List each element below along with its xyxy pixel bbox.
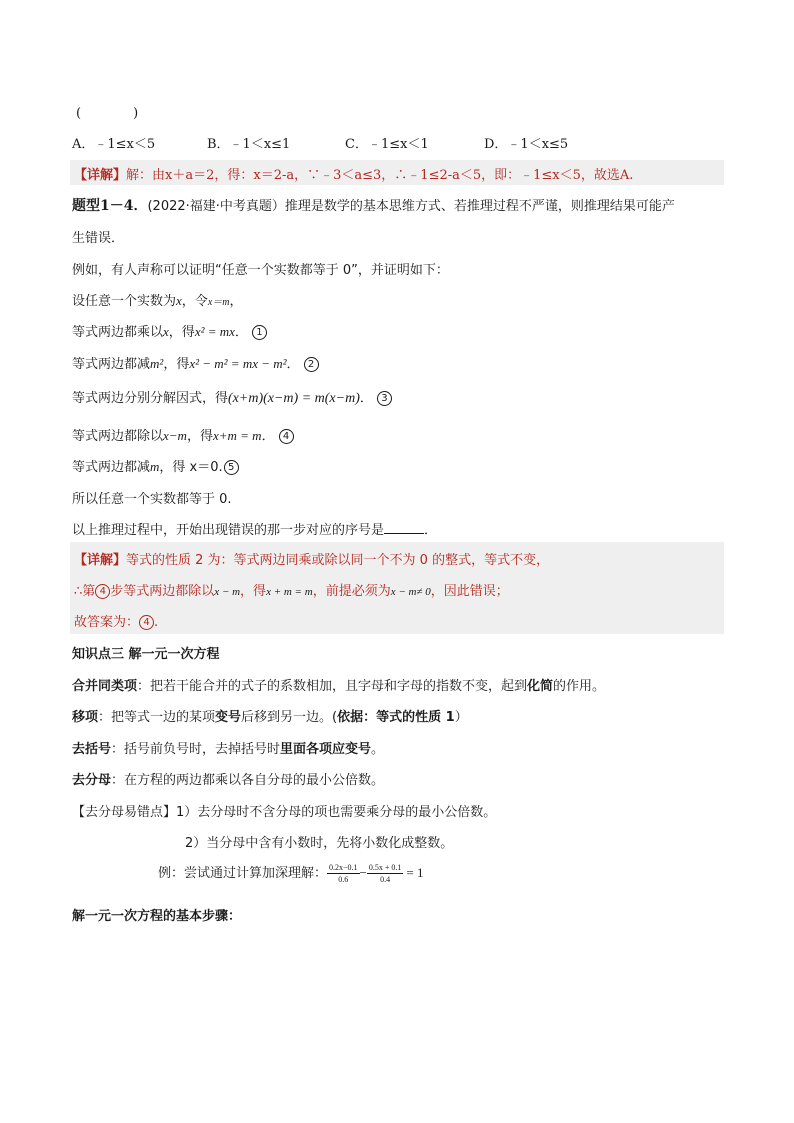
move-line: [72, 706, 468, 725]
pitfall-2: 2）当分母中含有小数时，先将小数化成整数。: [185, 836, 454, 851]
question-text: 以上推理过程中，开始出现错误的那一步对应的序号是: [72, 523, 385, 538]
detail2-l2-a: ∴第: [74, 584, 96, 599]
step1-text-c: ．: [234, 325, 248, 340]
detail2-text1: 等式的性质 2 为：等式两边同乘或除以同一个不为 0 的整式，等式不变，: [126, 553, 550, 568]
problem-label: 题型1－4．: [72, 198, 148, 214]
problem-text1: (2022·福建·中考真题）推理是数学的基本思维方式、若推理过程不严谨，则推理结果可能产: [147, 199, 675, 214]
step0-text-c: ，: [229, 294, 243, 309]
detail2-l2-b: 步等式两边都除以: [110, 584, 215, 599]
step5-text-b: ，得 x＝0.: [159, 460, 223, 475]
step-4: [72, 425, 294, 444]
move-text-b: 后移到另一边。(: [241, 710, 338, 725]
move-text-a: ：把等式一边的某项: [98, 710, 216, 725]
detail2-line2: [74, 580, 509, 599]
merge-bold: 化简: [527, 679, 554, 694]
merge-line: [72, 675, 605, 694]
detail2-l2-d: ，前提必须为: [312, 584, 391, 599]
circled-number-4: 4: [95, 584, 110, 599]
bracket-text-a: ：括号前负号时，去掉括号时: [111, 742, 281, 757]
detail2-line1: [74, 549, 549, 568]
merge-text-a: ：把若干能合并的式子的系数相加，且字母和字母的指数不变，起到: [137, 679, 528, 694]
fraction-1-denominator: 0.6: [338, 875, 349, 884]
step-2: [72, 353, 319, 372]
example-label: 例：尝试通过计算加深理解：: [158, 866, 328, 881]
bracket-term: 去括号: [72, 742, 112, 757]
step0-var: x: [176, 293, 182, 308]
step3-text-c: ．: [359, 391, 373, 406]
fraction-2-denominator: 0.4: [380, 875, 391, 884]
move-bold2: 依据：等式的性质 1: [337, 710, 455, 725]
option-a: A．﹣1≤x＜5: [72, 137, 156, 152]
step1-text-a: 等式两边都乘以: [72, 325, 164, 340]
step0-text-b: ，令: [181, 294, 208, 309]
question: [72, 519, 437, 538]
problem-line1: [72, 195, 675, 215]
problem-intro: 例如，有人声称可以证明“任意一个实数都等于 0”，并证明如下：: [72, 263, 449, 278]
step1-text-b: ，得: [168, 325, 195, 340]
step5-text-a: 等式两边都减: [72, 460, 151, 475]
detail2-tag: 【详解】: [74, 553, 127, 568]
equals-one: = 1: [406, 865, 424, 880]
step2-text-c: ．: [286, 357, 300, 372]
conclusion: 所以任意一个实数都等于 0.: [72, 492, 232, 507]
option-b: B．﹣1＜x≤1: [207, 137, 291, 152]
merge-text-b: 的作用。: [553, 679, 606, 694]
detail2-l3-a: 故答案为：: [74, 615, 140, 630]
step2-text-b: ，得: [163, 357, 190, 372]
bracket-bold: 里面各项应变号: [280, 742, 372, 757]
question-end: ．: [424, 523, 438, 538]
circled-number-4: 4: [279, 429, 294, 444]
circled-number-2: 2: [304, 357, 319, 372]
merge-term: 合并同类项: [72, 679, 138, 694]
detail1-tag: 【详解】: [74, 168, 127, 183]
circled-number-1: 1: [252, 325, 267, 340]
circled-number-3: 3: [377, 391, 392, 406]
step4-text-a: 等式两边都除以: [72, 429, 164, 444]
detail2-l2-c: ，得: [240, 584, 267, 599]
section-title: 知识点三 解一元一次方程: [72, 647, 220, 662]
fraction-2: [367, 862, 404, 885]
answer-paren: ( ): [76, 106, 139, 121]
step4-eq: x+m = m: [212, 428, 262, 443]
option-c: C．﹣1≤x＜1: [345, 137, 429, 152]
detail2-l3-b: .: [154, 615, 159, 630]
circled-number-5: 5: [224, 460, 239, 475]
step3-text-a: 等式两边分别分解因式，得: [72, 391, 229, 406]
fraction-1: [327, 862, 360, 885]
denom-text: ：在方程的两边都乘以各自分母的最小公倍数。: [111, 773, 385, 788]
bracket-line: [72, 738, 384, 757]
step-5: [72, 456, 239, 475]
denom-line: [72, 769, 384, 788]
step-0: [72, 290, 243, 309]
step0-eq: x＝m: [207, 297, 230, 308]
step-1: [72, 321, 267, 340]
detail2-l2-e: ，因此错误；: [430, 584, 509, 599]
problem-line2: 生错误．: [72, 231, 125, 246]
step4-text-c: ．: [261, 429, 275, 444]
detail2-l2-eq: x + m = m: [266, 586, 313, 598]
step4-var: x−m: [163, 428, 187, 443]
step1-var: x: [163, 324, 169, 339]
move-term: 移项: [72, 710, 99, 725]
step3-eq: (x+m)(x−m) = m(x−m): [228, 391, 360, 406]
step2-var: m²: [150, 356, 164, 371]
pitfall-line1: [72, 801, 496, 820]
answer-blank[interactable]: [384, 521, 424, 534]
steps-title: 解一元一次方程的基本步骤：: [72, 909, 242, 924]
move-text-c: ）: [454, 710, 468, 725]
denom-term: 去分母: [72, 773, 112, 788]
example-line: [158, 858, 423, 889]
detail2-l2-cond: x − m≠ 0: [390, 586, 431, 598]
pitfall-1: 1）去分母时不含分母的项也需要乘分母的最小公倍数。: [176, 805, 497, 820]
detail1-line: [74, 164, 633, 183]
step5-var: m: [150, 459, 160, 474]
step2-eq: x² − m² = mx − m²: [189, 356, 287, 371]
fraction-1-numerator: 0.2x−0.1: [329, 863, 358, 872]
step2-text-a: 等式两边都减: [72, 357, 151, 372]
minus-sign: −: [359, 865, 367, 880]
detail1-text: 解：由x＋a＝2，得：x＝2-a，∵﹣3＜a≤3，∴﹣1≤2-a＜5，即：﹣1≤x＜5，故选A.: [126, 168, 634, 183]
detail2-line3: [74, 611, 158, 630]
circled-number-4: 4: [139, 615, 154, 630]
step0-text-a: 设任意一个实数为: [72, 294, 177, 309]
step-3: [72, 387, 392, 407]
step4-text-b: ，得: [186, 429, 213, 444]
step1-eq: x² = mx: [194, 324, 235, 339]
bracket-text-b: 。: [371, 742, 385, 757]
pitfall-label: 【去分母易错点】: [72, 805, 177, 820]
option-d: D．﹣1＜x≤5: [484, 137, 569, 152]
move-bold1: 变号: [215, 710, 242, 725]
detail2-l2-var: x − m: [214, 586, 241, 598]
fraction-2-numerator: 0.5x + 0.1: [368, 863, 402, 872]
